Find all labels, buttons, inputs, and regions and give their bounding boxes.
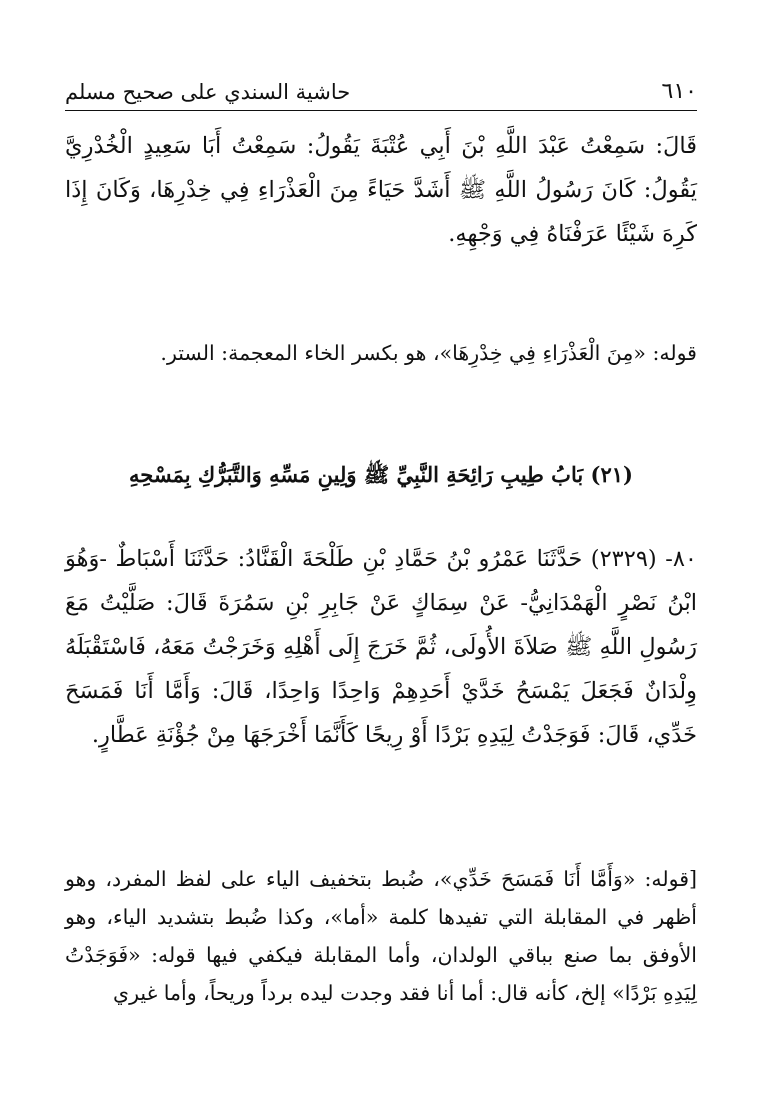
page-number: ٦١٠ (661, 79, 697, 104)
hadith-paragraph: ٨٠- (٢٣٢٩) حَدَّثَنَا عَمْرُو بْنُ حَمَّادِ بْنِ طَلْحَةَ الْقَنَّادُ: حَدَّثَنَا أَسْبَاطٌ -وَهُوَ ابْنُ نَصْرٍ الْهَمْدَانِيُّ- عَنْ سِمَاكٍ عَنْ جَابِرِ بْنِ سَمُرَةَ قَالَ: صَلَّيْتُ مَعَ رَسُولِ اللَّهِ ﷺ صَلاَةَ الأُولَى، ثُمَّ خَرَجَ إِلَى أَهْلِهِ وَخَرَجْتُ مَعَهُ، فَاسْتَقْبَلَهُ وِلْدَانٌ فَجَعَلَ يَمْسَحُ خَدَّيْ أَحَدِهِمْ وَاحِدًا وَاحِدًا، قَالَ: وَأَمَّا أَنَا فَمَسَحَ خَدِّي، قَالَ: فَوَجَدْتُ لِيَدِهِ بَرْدًا أَوْ رِيحًا كَأَنَّمَا أَخْرَجَهَا مِنْ جُؤْنَةِ عَطَّارٍ. (65, 546, 697, 748)
running-title: حاشية السندي على صحيح مسلم (65, 80, 351, 104)
header-divider (65, 110, 697, 111)
commentary-note-2 (65, 860, 697, 1012)
commentary-paragraph: [قوله: «وَأَمَّا أَنَا فَمَسَحَ خَدِّي»، ضُبط بتخفيف الياء على لفظ المفرد، وهو أظهر في المقابلة التي تفيدها كلمة «أما»، وكذا ضُبط بتشديد الياء، وهو الأوفق بما صنع بباقي الولدان، وأما المقابلة فيكفي فيها قوله: «فَوَجَدْتُ لِيَدِهِ بَرْدًا» إلخ، كأنه قال: أما أنا فقد وجدت ليده برداً وريحاً، وأما غيري (65, 867, 697, 1005)
hadith-text-2 (65, 537, 697, 757)
hadith-text-1 (65, 124, 697, 256)
chapter-heading: (٢١) بَابُ طِيبِ رَائِحَةِ النَّبِيِّ ﷺ وَلِينِ مَسِّهِ وَالتَّبَرُّكِ بِمَسْحِهِ (129, 462, 633, 487)
commentary-note-1 (65, 334, 697, 372)
commentary-paragraph: قوله: «مِنَ الْعَذْرَاءِ فِي خِدْرِهَا»، هو بكسر الخاء المعجمة: الستر. (160, 341, 697, 365)
hadith-paragraph: قَالَ: سَمِعْتُ عَبْدَ اللَّهِ بْنَ أَبِي عُتْبَةَ يَقُولُ: سَمِعْتُ أَبَا سَعِيدٍ الْخُدْرِيَّ يَقُولُ: كَانَ رَسُولُ اللَّهِ ﷺ أَشَدَّ حَيَاءً مِنَ الْعَذْرَاءِ فِي خِدْرِهَا، وَكَانَ إِذَا كَرِهَ شَيْئًا عَرَفْنَاهُ فِي وَجْهِهِ. (65, 133, 697, 247)
running-header (65, 68, 697, 104)
